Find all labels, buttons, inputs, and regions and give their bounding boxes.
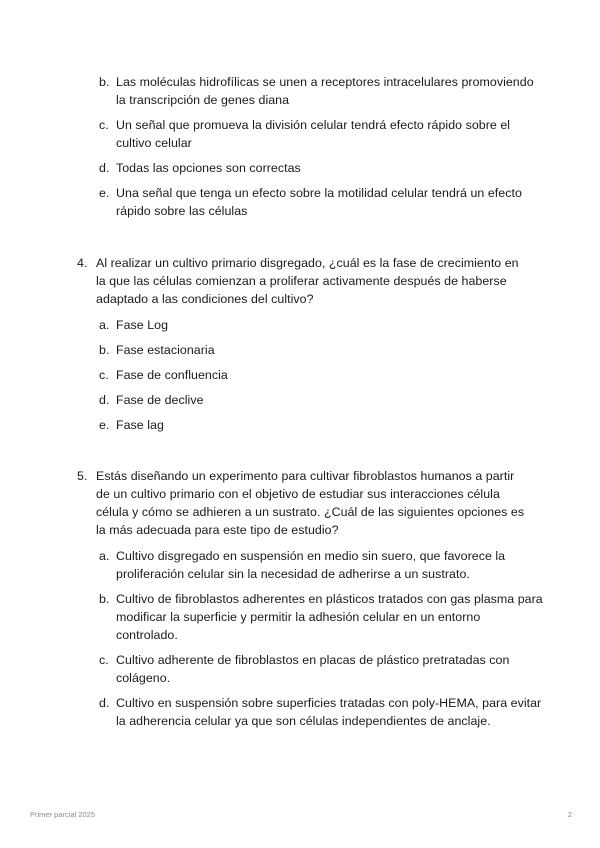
option-letter: b. (99, 343, 110, 357)
option-letter: c. (99, 118, 109, 132)
option-text: Un señal que promueva la división celular tendrá efecto rápido sobre el cultivo celular (116, 118, 511, 150)
question-stem (0, 254, 600, 308)
option-letter: d. (99, 696, 110, 710)
option-c (0, 116, 600, 152)
option-text: Cultivo en suspensión sobre superficies tratadas con poly-HEMA, para evitar la adherencia celular ya que son células independientes de anclaje. (116, 696, 542, 728)
option-list (0, 316, 600, 434)
option-d (0, 694, 600, 730)
option-list (0, 547, 600, 730)
question-stem (0, 467, 600, 539)
option-c (0, 651, 600, 687)
option-b (0, 590, 600, 644)
option-text: Las moléculas hidrofílicas se unen a receptores intracelulares promoviendo la transcripción de genes diana (116, 75, 534, 107)
option-letter: e. (99, 186, 110, 200)
option-letter: a. (99, 318, 110, 332)
option-text: Fase de confluencia (116, 368, 228, 382)
option-letter: e. (99, 418, 110, 432)
option-letter: c. (99, 653, 109, 667)
option-text: Fase estacionaria (116, 343, 215, 357)
question-text: Al realizar un cultivo primario disgregado, ¿cuál es la fase de crecimiento en la que las células comienzan a proliferar activamente después de haberse adaptado a las condiciones del cultivo? (96, 256, 519, 306)
option-text: Fase Log (116, 318, 169, 332)
option-b (0, 341, 600, 359)
question-4 (0, 254, 600, 441)
option-text: Fase de declive (116, 393, 204, 407)
previous-question-options (0, 73, 600, 227)
question-5 (0, 467, 600, 737)
option-e (0, 416, 600, 434)
option-letter: b. (99, 75, 110, 89)
option-text: Todas las opciones son correctas (116, 161, 301, 175)
option-d (0, 159, 600, 177)
option-letter: c. (99, 368, 109, 382)
option-text: Fase lag (116, 418, 164, 432)
option-text: Cultivo de fibroblastos adherentes en plásticos tratados con gas plasma para modificar la superficie y permitir la adhesión celular en un entorno controlado. (116, 592, 543, 642)
page-number: 2 (567, 810, 572, 819)
option-d (0, 391, 600, 409)
option-c (0, 366, 600, 384)
option-letter: d. (99, 161, 110, 175)
option-letter: d. (99, 393, 110, 407)
option-letter: a. (99, 549, 110, 563)
option-text: Cultivo adherente de fibroblastos en placas de plástico pretratadas con colágeno. (116, 653, 510, 685)
option-text: Cultivo disgregado en suspensión en medio sin suero, que favorece la proliferación celular sin la necesidad de adherirse a un sustrato. (116, 549, 506, 581)
question-number: 4. (77, 256, 88, 270)
option-a (0, 316, 600, 334)
option-text: Una señal que tenga un efecto sobre la motilidad celular tendrá un efecto rápido sobre las células (116, 186, 522, 218)
option-list (0, 73, 600, 220)
footer-title: Primer parcial 2025 (30, 810, 96, 819)
option-a (0, 547, 600, 583)
question-text: Estás diseñando un experimento para cultivar fibroblastos humanos a partir de un cultivo primario con el objetivo de estudiar sus interacciones célula célula y cómo se adhieren a un sustrato. ¿Cuál de las siguientes opciones es la más adecuada para este tipo de estudio? (96, 469, 525, 537)
option-letter: b. (99, 592, 110, 606)
question-number: 5. (77, 469, 88, 483)
option-e (0, 184, 600, 220)
option-b (0, 73, 600, 109)
